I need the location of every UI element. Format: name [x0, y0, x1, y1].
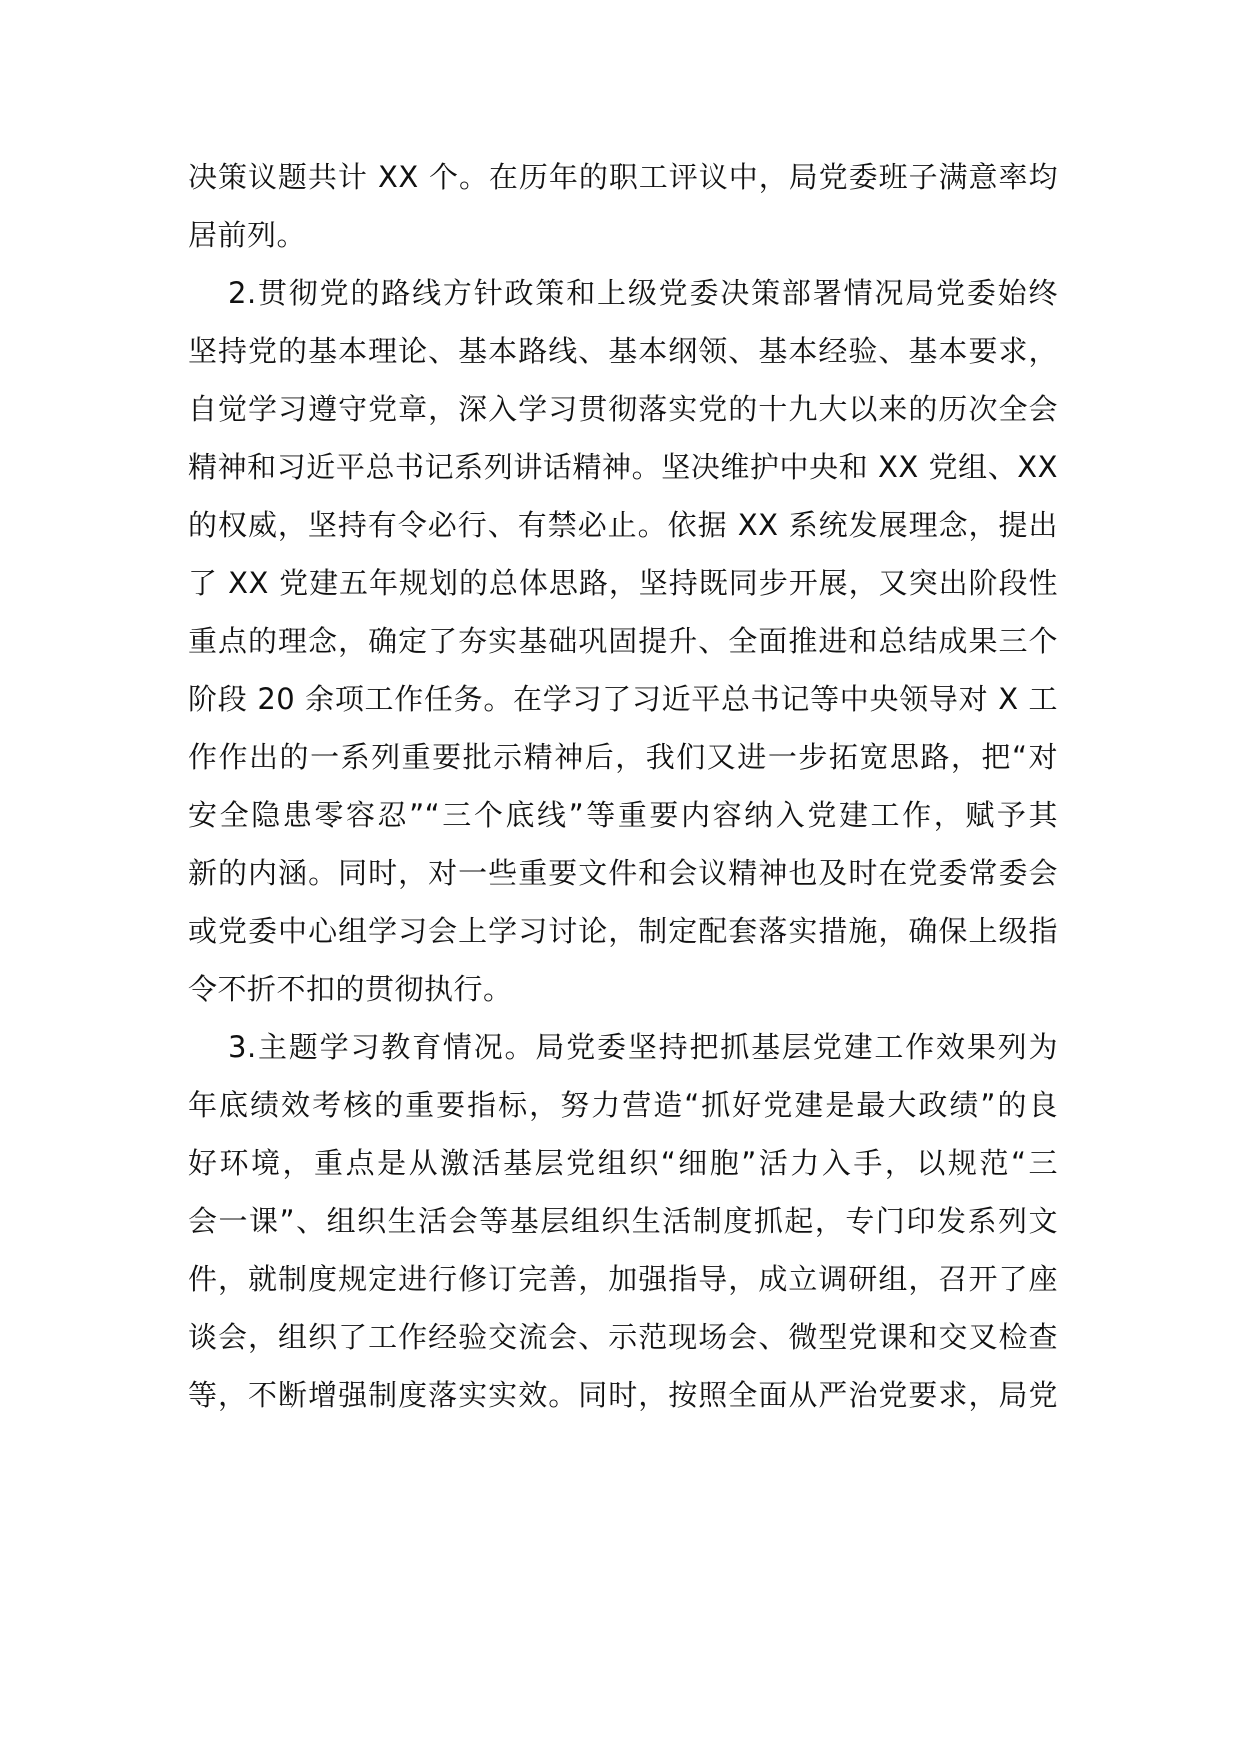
text-line: 重点的理念，确定了夯实基础巩固提升、全面推进和总结成果三个 — [188, 624, 1058, 658]
text-line: 了 XX 党建五年规划的总体思路，坚持既同步开展，又突出阶段性 — [188, 566, 1058, 600]
text-line: 坚持党的基本理论、基本路线、基本纲领、基本经验、基本要求， — [188, 334, 1058, 368]
text-line: 或党委中心组学习会上学习讨论，制定配套落实措施，确保上级指 — [188, 914, 1058, 948]
text-line: 安全隐患零容忍”“三个底线”等重要内容纳入党建工作，赋予其 — [188, 798, 1058, 832]
text-line: 新的内涵。同时，对一些重要文件和会议精神也及时在党委常委会 — [188, 856, 1058, 890]
text-line: 阶段 20 余项工作任务。在学习了习近平总书记等中央领导对 X 工 — [188, 682, 1058, 716]
text-line: 2.贯彻党的路线方针政策和上级党委决策部署情况局党委始终 — [228, 276, 1058, 310]
text-line: 3.主题学习教育情况。局党委坚持把抓基层党建工作效果列为 — [228, 1030, 1058, 1064]
text-line: 的权威，坚持有令必行、有禁必止。依据 XX 系统发展理念，提出 — [188, 508, 1058, 542]
text-line: 等，不断增强制度落实实效。同时，按照全面从严治党要求，局党 — [188, 1378, 1058, 1412]
text-line: 作作出的一系列重要批示精神后，我们又进一步拓宽思路，把“对 — [188, 740, 1058, 774]
text-line: 会一课”、组织生活会等基层组织生活制度抓起，专门印发系列文 — [188, 1204, 1058, 1238]
text-line: 居前列。 — [188, 218, 307, 252]
text-line: 决策议题共计 XX 个。在历年的职工评议中，局党委班子满意率均 — [188, 160, 1058, 194]
text-line: 好环境，重点是从激活基层党组织“细胞”活力入手，以规范“三 — [188, 1146, 1058, 1180]
text-line: 令不折不扣的贯彻执行。 — [188, 972, 513, 1006]
text-line: 谈会，组织了工作经验交流会、示范现场会、微型党课和交叉检查 — [188, 1320, 1058, 1354]
text-line: 精神和习近平总书记系列讲话精神。坚决维护中央和 XX 党组、XX — [188, 450, 1058, 484]
text-line: 自觉学习遵守党章，深入学习贯彻落实党的十九大以来的历次全会 — [188, 392, 1058, 426]
text-line: 件，就制度规定进行修订完善，加强指导，成立调研组，召开了座 — [188, 1262, 1058, 1296]
text-line: 年底绩效考核的重要指标，努力营造“抓好党建是最大政绩”的良 — [188, 1088, 1058, 1122]
